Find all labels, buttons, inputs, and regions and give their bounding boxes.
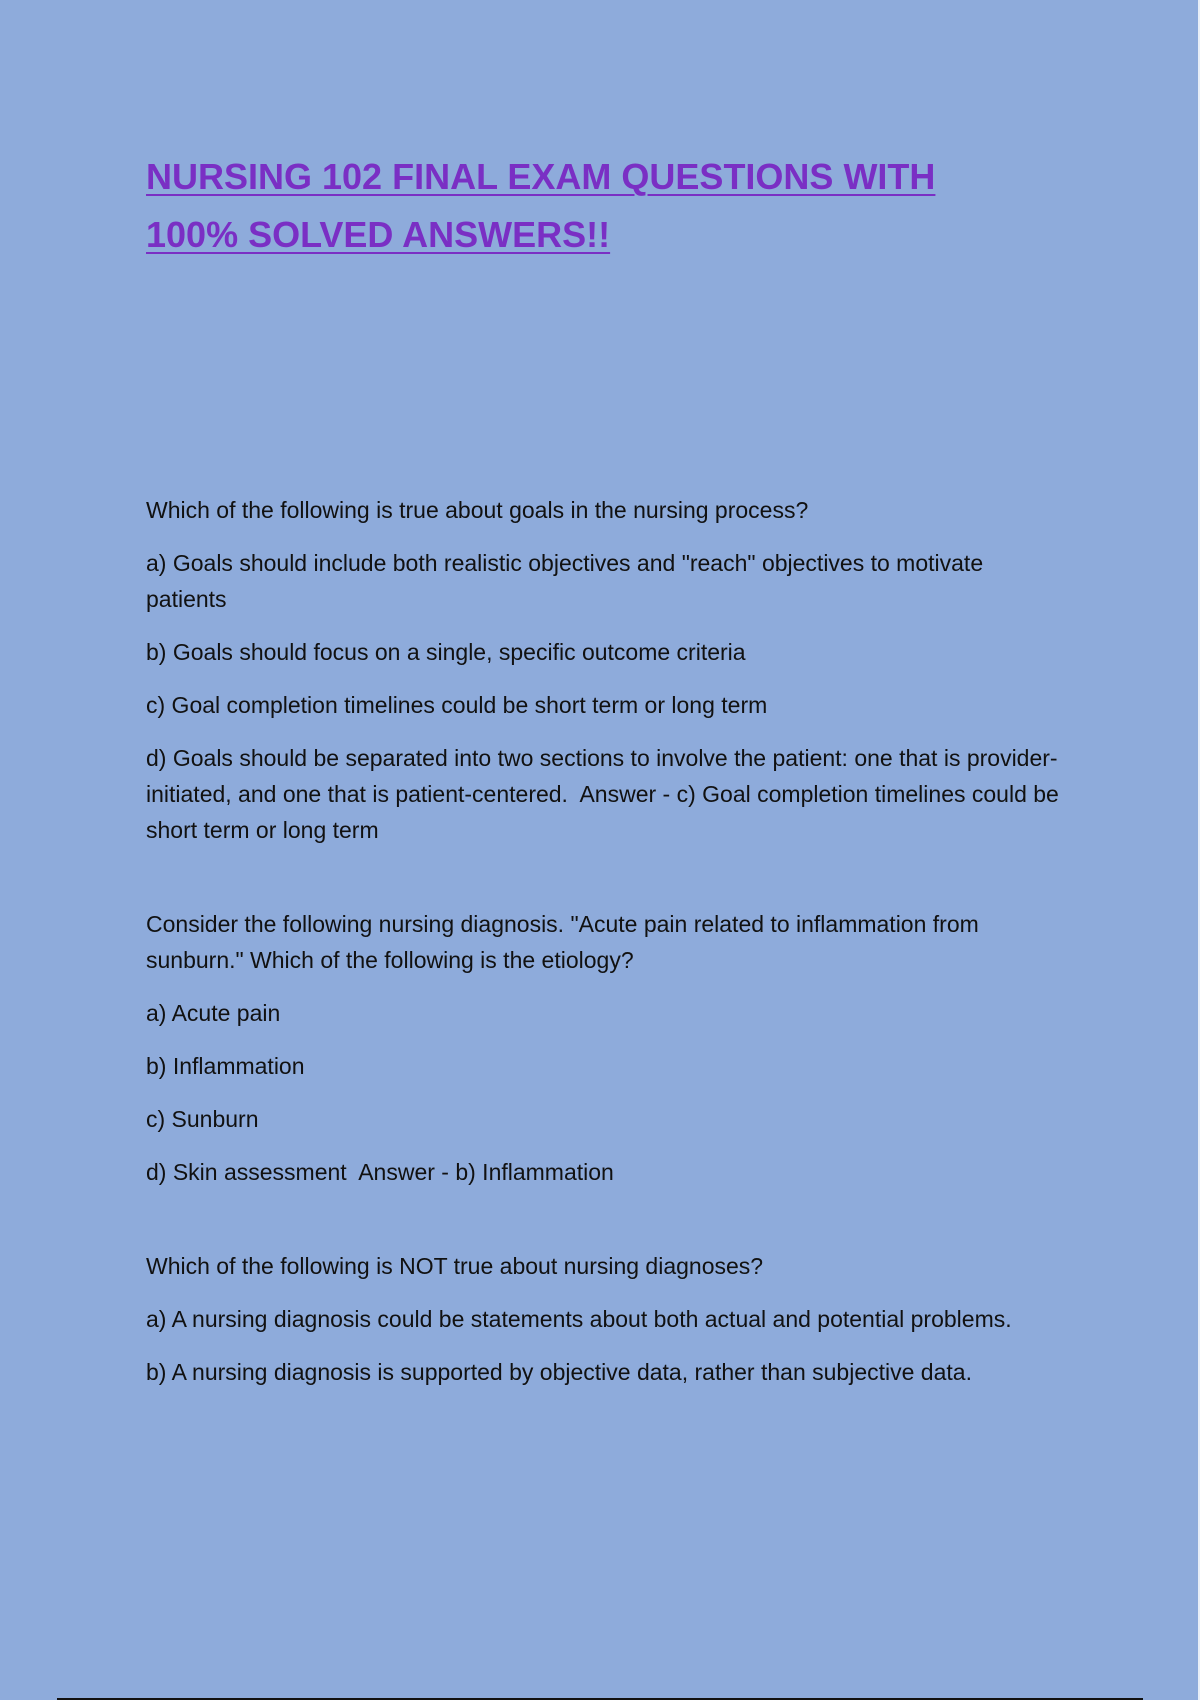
document-title — [146, 148, 1046, 264]
answer-option-d-with-answer: d) Skin assessment Answer - b) Inflammation — [146, 1159, 614, 1185]
answer-option-c: c) Goal completion timelines could be short term or long term — [146, 692, 768, 718]
answer-option-a: a) Goals should include both realistic objectives and "reach" objectives to motivate patients — [146, 550, 984, 612]
answer-option-d-with-answer: d) Goals should be separated into two sections to involve the patient: one that is provider-initiated, and one that is patient-centered. Answer - c) Goal completion timelines could be short term or long term — [146, 745, 1066, 843]
answer-option-a: a) A nursing diagnosis could be statements about both actual and potential problems. — [146, 1306, 1012, 1332]
question-block-3 — [146, 1248, 1066, 1390]
answer-option-b: b) Goals should focus on a single, specific outcome criteria — [146, 639, 746, 665]
answer-option-b: b) Inflammation — [146, 1053, 305, 1079]
answer-option-c: c) Sunburn — [146, 1106, 259, 1132]
title-line-1: NURSING 102 FINAL EXAM QUESTIONS WITH — [146, 156, 936, 197]
question-block-1 — [146, 492, 1066, 848]
question-text: Which of the following is true about goals in the nursing process? — [146, 497, 809, 523]
question-list — [146, 492, 1066, 1448]
question-text: Consider the following nursing diagnosis. "Acute pain related to inflammation from sunburn." Which of the following is the etiology? — [146, 911, 979, 973]
answer-option-b: b) A nursing diagnosis is supported by objective data, rather than subjective data. — [146, 1359, 972, 1385]
title-line-2: 100% SOLVED ANSWERS!! — [146, 214, 611, 255]
question-text: Which of the following is NOT true about nursing diagnoses? — [146, 1253, 764, 1279]
question-block-2 — [146, 906, 1066, 1190]
answer-option-a: a) Acute pain — [146, 1000, 281, 1026]
